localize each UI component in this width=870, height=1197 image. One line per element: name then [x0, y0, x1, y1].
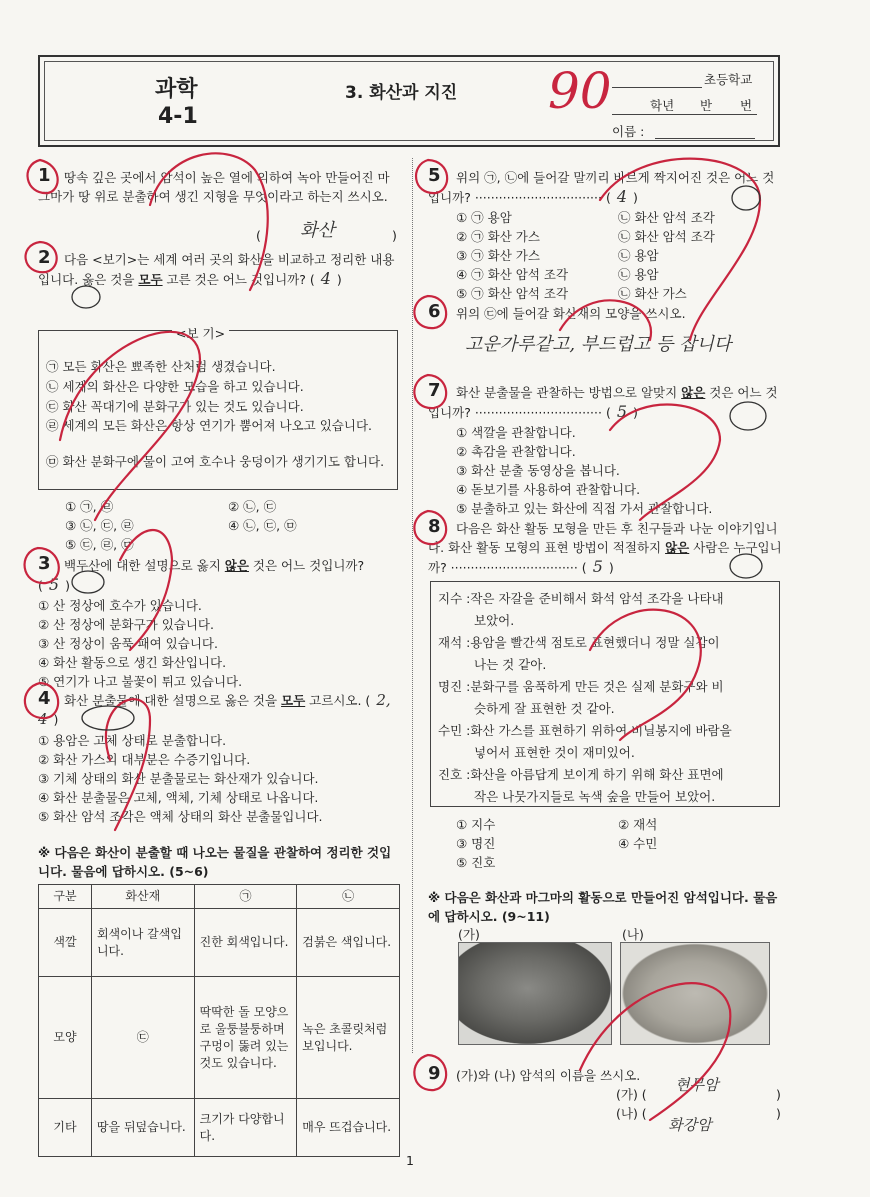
q3-choice-1[interactable]: ① 산 정상에 호수가 있습니다. [38, 598, 202, 613]
q8-emphasis: 않은 [665, 540, 690, 555]
q3-choice-4[interactable]: ④ 화산 활동으로 생긴 화산입니다. [38, 655, 227, 670]
q2-bogi-item: ㉤ 화산 분화구에 물이 고여 호수나 웅덩이가 생기기도 합니다. [46, 454, 385, 469]
q2-bogi-title: <보 기> [172, 324, 229, 342]
q3-choice-2[interactable]: ② 산 정상에 분화구가 있습니다. [38, 617, 214, 632]
q5-choice-pair: ㉡ 용암 [618, 267, 659, 282]
q1-answer-open: ( [256, 228, 261, 243]
q8-text: 다음은 화산 활동 모형을 만든 후 친구들과 나눈 이야기입니다. 화산 활동 모형의 표현 방법이 적절하지 않은 사람은 누구입니까? ································ ( 5 ) [428, 521, 782, 576]
q8-dialog-jinho: 진호 :화산을 아름답게 보이게 하기 위해 화산 표면에 작은 나뭇가지들로 녹색 숲을 만들어 보았어. [438, 767, 724, 804]
basalt-photo [458, 942, 612, 1045]
q2-choice-4[interactable]: ④ ㉡, ㉢, ㉤ [228, 518, 297, 533]
q7-answer-handwritten[interactable]: 5 [616, 402, 628, 421]
q7-choice-3[interactable]: ③ 화산 분출 동영상을 봅니다. [456, 463, 620, 478]
page-number: 1 [406, 1153, 414, 1168]
q2-choice-3[interactable]: ③ ㉡, ㉢, ㉣ [65, 518, 134, 533]
grade-unit: 4-1 [158, 104, 198, 129]
q3-emphasis: 않은 [224, 558, 249, 573]
table-header-cell: ㉡ [297, 885, 400, 909]
q1-answer-close: ) [392, 228, 397, 243]
q5-choice-3[interactable]: ③ ㉠ 화산 가스 [456, 248, 540, 263]
q7-choice-5[interactable]: ⑤ 분출하고 있는 화산에 직접 가서 관찰합니다. [456, 501, 713, 516]
q4-number: 4 [38, 688, 51, 709]
q9-text: (가)와 (나) 암석의 이름을 쓰시오. [456, 1068, 641, 1083]
q2-bogi-item: ㉠ 모든 화산은 뾰족한 산처럼 생겼습니다. [46, 359, 276, 374]
table-cell: 진한 회색입니다. [194, 909, 297, 977]
table-header-cell: 화산재 [91, 885, 194, 909]
number-label: 번 [740, 98, 753, 113]
q8-dialog-jisu: 지수 :작은 자갈을 준비해서 화석 암석 조각을 나타내 보았어. [438, 591, 724, 628]
q7-choice-1[interactable]: ① 색깔을 관찰합니다. [456, 425, 576, 440]
q8-choice-5[interactable]: ⑤ 진호 [456, 855, 496, 870]
q8-choice-2[interactable]: ② 재석 [618, 817, 658, 832]
table-cell: ㉢ [91, 977, 194, 1099]
table-cell: 딱딱한 돌 모양으로 울퉁불퉁하며 구멍이 뚫려 있는 것도 있습니다. [194, 977, 297, 1099]
note-q5-6: ※ 다음은 화산이 분출할 때 나오는 물질을 관찰하여 정리한 것입니다. 물음에 답하시오. (5~6) [38, 845, 392, 879]
q4-choice-4[interactable]: ④ 화산 분출물은 고체, 액체, 기체 상태로 나옵니다. [38, 790, 319, 805]
q8-dialog-jaeseok: 재석 :용암을 빨간색 점토로 표현했더니 정말 실감이 나는 것 같아. [438, 635, 720, 672]
q5-choice-4[interactable]: ④ ㉠ 화산 암석 조각 [456, 267, 569, 282]
q4-emphasis: 모두 [281, 693, 306, 708]
q7-number: 7 [428, 380, 441, 401]
q1-text: 땅속 깊은 곳에서 암석이 높은 열에 의하여 녹아 만들어진 마그마가 땅 위로 분출하여 생긴 지형을 무엇이라고 하는지 쓰시오. [38, 170, 390, 204]
q4-choice-5[interactable]: ⑤ 화산 암석 조각은 액체 상태의 화산 분출물입니다. [38, 809, 323, 824]
granite-photo [620, 942, 770, 1045]
q8-answer-handwritten[interactable]: 5 [592, 557, 603, 576]
q5-number: 5 [428, 165, 441, 186]
q4-choice-1[interactable]: ① 용암은 고체 상태로 분출합니다. [38, 733, 227, 748]
grade-class-blank[interactable] [612, 113, 757, 115]
q4-text: 화산 분출물에 대한 설명으로 옳은 것을 모두 고르시오. ( 2, 4 ) [38, 691, 391, 728]
q7-emphasis: 않은 [681, 385, 706, 400]
q4-choice-2[interactable]: ② 화산 가스의 대부분은 수증기입니다. [38, 752, 251, 767]
q8-choice-1[interactable]: ① 지수 [456, 817, 496, 832]
score-handwritten: 90 [548, 62, 612, 120]
table-row-label: 기타 [39, 1099, 92, 1157]
q5-choice-1[interactable]: ① ㉠ 용암 [456, 210, 512, 225]
table-cell: 검붉은 색입니다. [297, 909, 400, 977]
q5-choice-pair: ㉡ 화산 가스 [618, 286, 687, 301]
q5-choice-2[interactable]: ② ㉠ 화산 가스 [456, 229, 540, 244]
table-header-cell: ㉠ [194, 885, 297, 909]
table-cell: 매우 뜨겁습니다. [297, 1099, 400, 1157]
class-label: 반 [700, 98, 713, 113]
q5-text: 위의 ㉠, ㉡에 들어갈 말끼리 바르게 짝지어진 것은 어느 것입니까? ································ ( 4 ) [428, 170, 775, 206]
name-label: 이름 : [612, 124, 645, 139]
q2-choice-5[interactable]: ⑤ ㉢, ㉣, ㉤ [65, 537, 134, 552]
q2-answer-handwritten[interactable]: 4 [320, 269, 331, 288]
q7-text: 화산 분출물을 관찰하는 방법으로 알맞지 않은 것은 어느 것입니까? ································ ( 5 ) [428, 385, 778, 421]
q8-number: 8 [428, 516, 441, 537]
q3-number: 3 [38, 553, 51, 574]
q2-bogi-item: ㉡ 세계의 화산은 다양한 모습을 하고 있습니다. [46, 379, 304, 394]
table-row-label: 색깔 [39, 909, 92, 977]
table-cell: 녹은 초콜릿처럼 보입니다. [297, 977, 400, 1099]
q7-choice-4[interactable]: ④ 돋보기를 사용하여 관찰합니다. [456, 482, 641, 497]
q8-dialog-myeongjin: 명진 :분화구를 움푹하게 만든 것은 실제 분화구와 비 슷하게 잘 표현한 것 같아. [438, 679, 724, 716]
table-row-label: 모양 [39, 977, 92, 1099]
q5-answer-handwritten[interactable]: 4 [616, 187, 628, 206]
grade-label: 학년 [650, 98, 675, 113]
q3-text: 백두산에 대한 설명으로 옳지 않은 것은 어느 것입니까? ( 5 ) [38, 558, 365, 594]
q2-text: 다음 <보기>는 세계 여러 곳의 화산을 비교하고 정리한 내용입니다. 옳은 것을 모두 고른 것은 어느 것입니까? ( 4 ) [38, 252, 395, 288]
q1-answer-handwritten[interactable]: 화산 [300, 220, 335, 241]
q5-choice-pair: ㉡ 화산 암석 조각 [618, 229, 715, 244]
q2-bogi-item: ㉣ 세계의 모든 화산은 항상 연기가 뿜어져 나오고 있습니다. [46, 418, 372, 433]
q5-choice-pair: ㉡ 용암 [618, 248, 659, 263]
q7-choice-2[interactable]: ② 촉감을 관찰합니다. [456, 444, 576, 459]
volcanic-material-table [38, 884, 400, 1157]
column-divider [412, 158, 413, 1053]
rock-label-b: (나) [622, 927, 644, 942]
q9-close-a: ) [776, 1087, 781, 1102]
table-header-cell: 구분 [39, 885, 92, 909]
q4-choice-3[interactable]: ③ 기체 상태의 화산 분출물로는 화산재가 있습니다. [38, 771, 319, 786]
q4-answer-handwritten[interactable]: 2, 4 [38, 691, 391, 728]
note-q9-11: ※ 다음은 화산과 마그마의 활동으로 만들어진 암석입니다. 물음에 답하시오. (9~11) [428, 890, 778, 924]
table-cell: 회색이나 갈색입니다. [91, 909, 194, 977]
school-label: 초등학교 [704, 72, 753, 87]
q2-choice-1[interactable]: ① ㉠, ㉣ [65, 499, 114, 514]
q8-choice-3[interactable]: ③ 명진 [456, 836, 496, 851]
q5-choice-pair: ㉡ 화산 암석 조각 [618, 210, 715, 225]
subject-title: 과학 [155, 77, 198, 102]
q8-dialog-sumin: 수민 :화산 가스를 표현하기 위하여 비닐봉지에 바람을 넣어서 표현한 것이 재미있어. [438, 723, 732, 760]
q9-number: 9 [428, 1063, 441, 1084]
q9-close-b: ) [776, 1106, 781, 1121]
q9-answer-b-handwritten[interactable]: 화강암 [668, 1116, 712, 1134]
q9-label-a: (가) ( [616, 1087, 647, 1102]
table-cell: 크기가 다양합니다. [194, 1099, 297, 1157]
table-cell: 땅을 뒤덮습니다. [91, 1099, 194, 1157]
q2-bogi-item: ㉢ 화산 꼭대기에 분화구가 있는 것도 있습니다. [46, 399, 304, 414]
unit-title: 3. 화산과 지진 [345, 83, 458, 103]
q5-choice-5[interactable]: ⑤ ㉠ 화산 암석 조각 [456, 286, 569, 301]
q6-number: 6 [428, 301, 441, 322]
school-blank[interactable] [612, 86, 702, 88]
q8-choice-4[interactable]: ④ 수민 [618, 836, 658, 851]
q2-number: 2 [38, 247, 51, 268]
q9-answer-a-handwritten[interactable]: 현무암 [675, 1076, 719, 1094]
q3-choice-3[interactable]: ③ 산 정상이 움푹 패여 있습니다. [38, 636, 218, 651]
name-blank[interactable] [655, 137, 755, 139]
q9-label-b: (나) ( [616, 1106, 647, 1121]
q3-answer-handwritten[interactable]: 5 [48, 575, 60, 594]
q3-choice-5[interactable]: ⑤ 연기가 나고 불꽃이 튀고 있습니다. [38, 674, 243, 689]
q2-choice-2[interactable]: ② ㉡, ㉢ [228, 499, 277, 514]
q2-emphasis: 모두 [138, 272, 163, 287]
q6-answer-handwritten[interactable]: 고운가루같고, 부드럽고 등 잡니다 [465, 334, 732, 355]
answer-circle [72, 286, 100, 308]
q1-number: 1 [38, 165, 51, 186]
q6-text: 위의 ㉢에 들어갈 화산재의 모양을 쓰시오. [456, 306, 686, 321]
rock-label-a: (가) [458, 927, 480, 942]
